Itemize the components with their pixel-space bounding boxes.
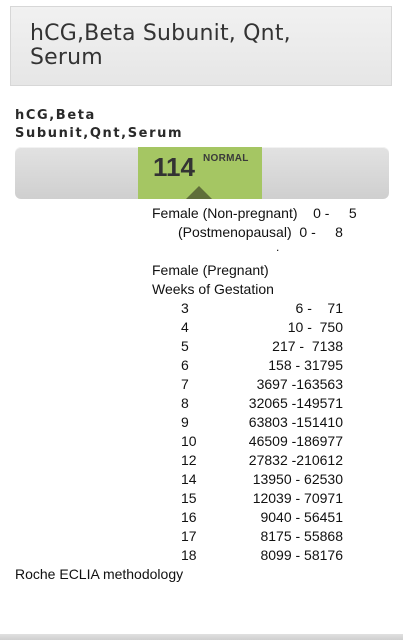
gestation-range: 8175 - 55868 [260, 528, 343, 544]
result-pointer-icon [186, 186, 212, 199]
table-row [0, 376, 403, 395]
result-flag-badge: NORMAL [203, 153, 249, 164]
page-title [30, 22, 291, 70]
gestation-week: 10 [181, 433, 197, 449]
table-row [0, 357, 403, 376]
bottom-divider [0, 634, 403, 640]
table-row [0, 414, 403, 433]
gestation-week: 6 [181, 357, 189, 373]
gestation-range: 8099 - 58176 [260, 547, 343, 563]
ref-non-pregnant: Female (Non-pregnant) 0 - 5 [152, 205, 357, 221]
gestation-range: 27832 -210612 [248, 452, 343, 468]
table-row [0, 319, 403, 338]
gestation-week: 3 [181, 300, 189, 316]
gestation-week: 9 [181, 414, 189, 430]
table-row [0, 490, 403, 509]
gestation-range: 3697 -163563 [256, 376, 343, 392]
gestation-range: 9040 - 56451 [260, 509, 343, 525]
methodology-note: Roche ECLIA methodology [15, 566, 184, 582]
ref-pregnant-label: Female (Pregnant) [152, 262, 269, 278]
gestation-week: 5 [181, 338, 189, 354]
gestation-range: 10 - 750 [287, 319, 343, 335]
ref-separator: . [276, 240, 280, 254]
test-name-line2: Subunit,Qnt,Serum [15, 126, 184, 141]
gestation-range: 46509 -186977 [248, 433, 343, 449]
ref-weeks-label: Weeks of Gestation [152, 281, 274, 297]
title-card [10, 6, 392, 86]
gestation-range: 13950 - 62530 [252, 471, 343, 487]
table-row [0, 433, 403, 452]
gestation-range: 158 - 31795 [268, 357, 343, 373]
gestation-week: 8 [181, 395, 189, 411]
gestation-week: 16 [181, 509, 197, 525]
result-value: 114 [153, 152, 195, 182]
gestation-range: 217 - 7138 [272, 338, 343, 354]
table-row [0, 509, 403, 528]
page-title-line1: hCG,Beta Subunit, Qnt, [30, 21, 291, 46]
table-row [0, 528, 403, 547]
gestation-week: 14 [181, 471, 197, 487]
gestation-week: 15 [181, 490, 197, 506]
table-row [0, 395, 403, 414]
gestation-range: 32065 -149571 [248, 395, 343, 411]
table-row [0, 300, 403, 319]
gestation-week: 4 [181, 319, 189, 335]
page-title-line2: Serum [30, 45, 103, 70]
table-row [0, 338, 403, 357]
table-row [0, 547, 403, 566]
test-name [15, 107, 183, 143]
gestation-week: 18 [181, 547, 197, 563]
gestation-range: 63803 -151410 [248, 414, 343, 430]
gestation-range: 6 - 71 [295, 300, 343, 316]
test-name-line1: hCG,Beta [15, 108, 96, 123]
gestation-week: 17 [181, 528, 197, 544]
ref-postmenopausal: (Postmenopausal) 0 - 8 [178, 224, 343, 240]
table-row [0, 452, 403, 471]
gestation-week: 12 [181, 452, 197, 468]
gestation-range: 12039 - 70971 [252, 490, 343, 506]
table-row [0, 471, 403, 490]
gestation-week: 7 [181, 376, 189, 392]
